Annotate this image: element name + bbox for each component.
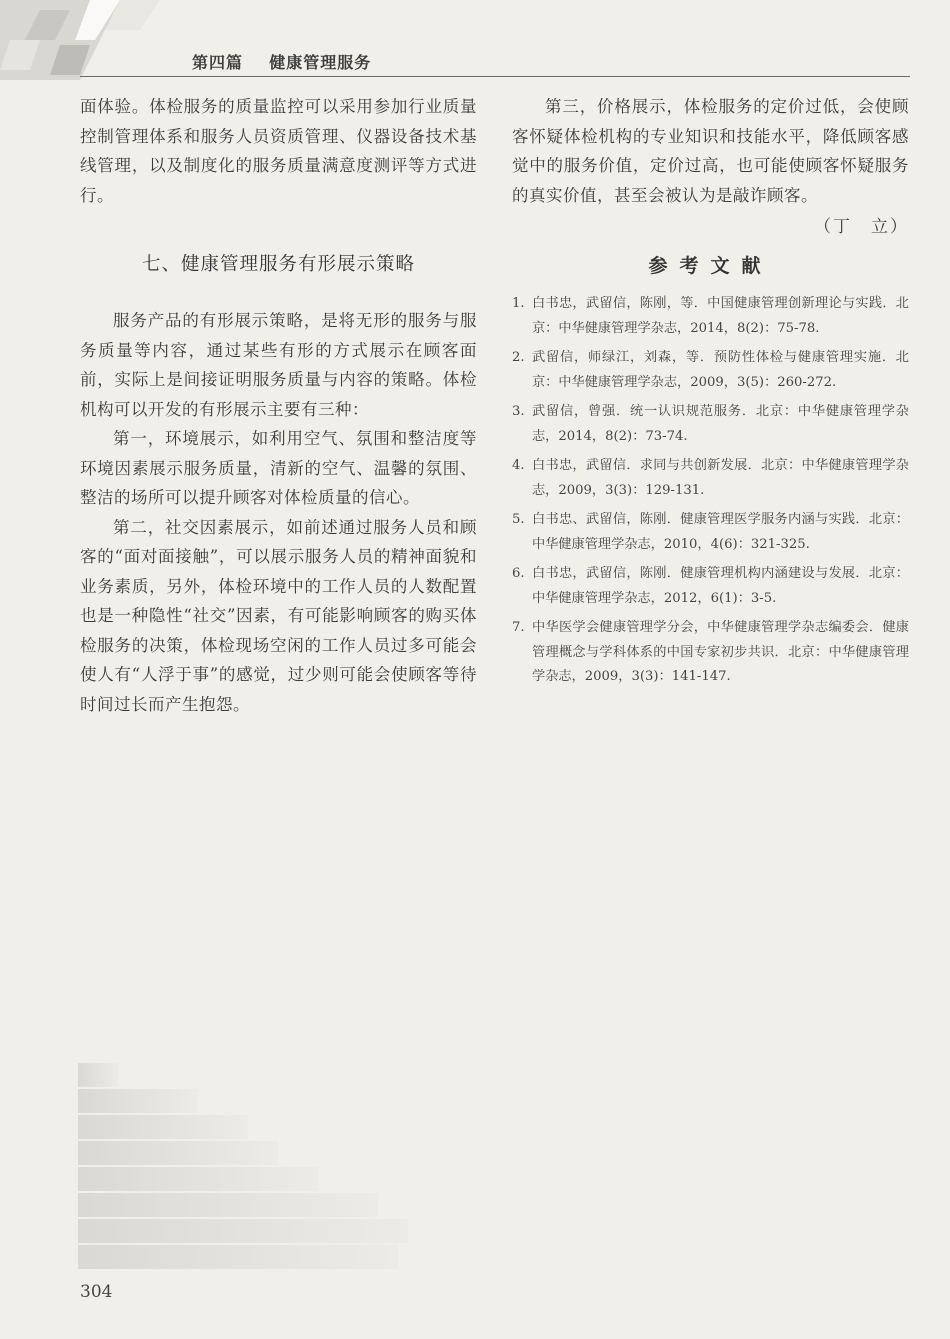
reference-item: [512, 346, 909, 395]
section-heading: 七、健康管理服务有形展示策略: [141, 254, 415, 275]
reference-text: 白书忠，武留信，陈刚，等．中国健康管理创新理论与实践．北京：中华健康管理学杂志，2014，8(2)：75-78.: [532, 296, 909, 336]
reference-item: [512, 508, 909, 557]
author-credit: （丁 立）: [814, 217, 909, 237]
chapter-title: 第四篇 健康管理服务: [192, 53, 372, 72]
reference-text: 白书忠、武留信，陈刚．健康管理医学服务内涵与实践．北京：中华健康管理学杂志，2010，4(6)：321-325.: [532, 512, 909, 552]
reference-number: 1.: [512, 296, 525, 311]
bleed-through-texture: [78, 1063, 418, 1271]
reference-item: [512, 400, 909, 449]
reference-number: 5.: [512, 512, 525, 527]
reference-text: 武留信，曾强．统一认识规范服务．北京：中华健康管理学杂志，2014，8(2)：73-74.: [532, 404, 909, 444]
reference-number: 3.: [512, 404, 525, 419]
reference-item: [512, 616, 909, 690]
reference-item: [512, 292, 909, 341]
reference-item: [512, 454, 909, 503]
reference-number: 6.: [512, 566, 525, 581]
page-header: [80, 46, 910, 77]
reference-number: 7.: [512, 620, 525, 635]
continued-paragraph: 面体验。体检服务的质量监控可以采用参加行业质量控制管理体系和服务人员资质管理、仪器设备技术基线管理，以及制度化的服务质量满意度测评等方式进行。: [80, 97, 477, 205]
body-paragraph: 服务产品的有形展示策略，是将无形的服务与服务质量等内容，通过某些有形的方式展示在顾客面前，实际上是间接证明服务质量与内容的策略。体检机构可以开发的有形展示主要有三种：: [80, 311, 477, 419]
body-paragraph: 第三，价格展示，体检服务的定价过低，会使顾客怀疑体检机构的专业知识和技能水平，降低顾客感觉中的服务价值，定价过高，也可能使顾客怀疑服务的真实价值，甚至会被认为是敲诈顾客。: [512, 97, 909, 205]
reference-text: 中华医学会健康管理学分会，中华健康管理学杂志编委会．健康管理概念与学科体系的中国专家初步共识．北京：中华健康管理学杂志，2009，3(3)：141-147.: [532, 620, 909, 684]
reference-text: 白书忠，武留信，陈刚．健康管理机构内涵建设与发展．北京：中华健康管理学杂志，2012，6(1)：3-5.: [532, 566, 909, 606]
body-paragraph: 第一，环境展示，如利用空气、氛围和整洁度等环境因素展示服务质量，清新的空气、温馨的氛围、整洁的场所可以提升顾客对体检质量的信心。: [80, 429, 477, 507]
page-number: 304: [80, 1282, 113, 1302]
references-list: [512, 292, 909, 690]
reference-text: 武留信，师绿江，刘森，等．预防性体检与健康管理实施．北京：中华健康管理学杂志，2009，3(5)：260-272.: [532, 350, 909, 390]
reference-item: [512, 562, 909, 611]
left-column: [80, 92, 477, 719]
reference-text: 白书忠，武留信．求同与共创新发展．北京：中华健康管理学杂志，2009，3(3)：129-131.: [532, 458, 909, 498]
body-paragraph: 第二，社交因素展示，如前述通过服务人员和顾客的“面对面接触”，可以展示服务人员的精神面貌和业务素质，另外，体检环境中的工作人员的人数配置也是一种隐性“社交”因素，有可能影响顾客的购买体检服务的决策，体检现场空闲的工作人员过多可能会使人有“人浮于事”的感觉，过少则可能会使顾客等待时间过长而产生抱怨。: [80, 517, 477, 714]
reference-number: 4.: [512, 458, 525, 473]
reference-number: 2.: [512, 350, 525, 365]
references-heading: 参考文献: [648, 255, 773, 277]
right-column: [512, 92, 909, 695]
